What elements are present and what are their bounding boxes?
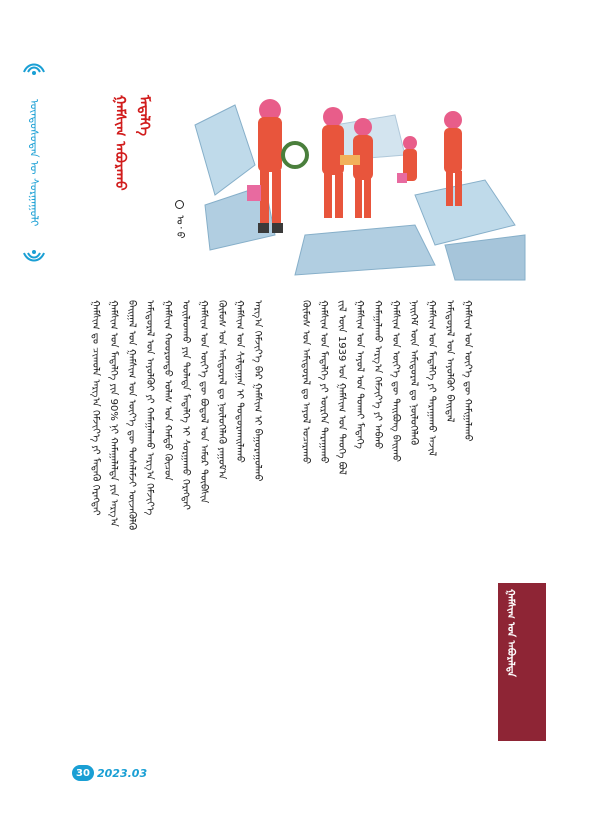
body-column: ᠠᠮᠢᠳᠤᠷᠠᠯ ᠤᠨ ᠠᠶᠤᠯᠭᠦᠢ ᠶᠢ ᠬᠠᠮᠠᠭᠠᠯᠠᠬᠤ ᠠᠷᠭ᠎ᠠ ᠬᠡᠮᠵᠢᠶ᠎ᠡ <box>144 300 155 516</box>
title-line: ᠭᠠᠮᠰᠢᠭ ᠠᠪᠤᠷᠠᠬᠤ <box>112 95 128 191</box>
section-header <box>14 60 54 265</box>
byline-circle-icon <box>175 200 184 209</box>
body-column: ᠬᠦᠮᠦᠰ ᠤᠨ ᠠᠮᠢᠳᠤᠷᠠᠯ ᠳᠤ ᠠᠶᠤᠯ ᠤᠴᠠᠷᠠᠬᠤ <box>300 300 311 464</box>
body-column: ᠭᠠᠮᠰᠢᠭ ᠤᠨ ᠦᠶ᠎ᠡ ᠳᠦ ᠬᠠᠮᠢᠭᠠᠯᠠᠬᠤ <box>462 300 473 442</box>
ornament-icon <box>22 60 46 76</box>
body-column: ᠭᠠᠮᠰᠢᠭ ᠤᠨ ᠦᠶ᠎ᠡ ᠳᠦ ᠪᠣᠳᠣᠯ ᠤᠨ ᠠᠮᠤᠷ ᠲᠦᠪᠰᠢᠨ <box>198 300 209 504</box>
body-column: ᠬᠠᠮᠠᠭᠠᠯᠠᠬᠤ ᠠᠷᠭ᠎ᠠ ᠬᠡᠮᠵᠢᠶ᠎ᠡ ᠶᠢ ᠠᠪᠬᠤ <box>372 300 383 450</box>
byline <box>170 200 186 260</box>
body-column: ᠠᠮᠢᠳᠤᠷᠠᠯ ᠤᠨ ᠠᠶᠤᠯᠭᠦᠢ ᠪᠠᠢᠳᠠᠯ <box>444 300 455 423</box>
issue-date: 2023.03 <box>97 766 148 780</box>
callout-text: ᠭᠠᠮᠰᠢᠭ ᠤᠨ ᠠᠪᠤᠷᠠᠯᠲᠠ <box>505 589 516 677</box>
body-column: ᠵᠢᠯ ᠦᠨ 1939 ᠤᠨ ᠭᠠᠮᠰᠢᠭ ᠤᠨ ᠲᠡᠦᠬᠡ ᠪᠣᠯ <box>336 300 347 475</box>
ornament-icon <box>22 249 46 265</box>
page-footer <box>72 762 147 784</box>
body-column: ᠨᠡᠢᠭᠡᠮ ᠦᠨ ᠠᠮᠢᠳᠤᠷᠠᠯ ᠳᠤ ᠨᠦᠯᠦᠭᠡᠯᠡᠬᠦ <box>408 300 419 446</box>
body-column: ᠭᠠᠮᠰᠢᠭ ᠤᠨ ᠮᠡᠳᠡᠯᠭᠡ ᠶᠢ ᠦᠷᠭᠡᠨ ᠲᠠᠷᠠᠭᠠᠬᠤ <box>318 300 329 464</box>
body-column: ᠭᠠᠮᠰᠢᠭ ᠬᠣᠣᠷᠤᠨᠳᠤ ᠤᠯᠠᠰ ᠤᠨ ᠬᠠᠮᠲᠤ ᠬᠦᠴᠦᠨ <box>162 300 173 481</box>
body-column: ᠭᠠᠮᠰᠢᠭ ᠤᠨ ᠮᠡᠳᠡᠯᠭᠡ ᠶᠢ ᠲᠠᠷᠠᠭᠠᠬᠤ ᠠᠵᠢᠯ <box>426 300 437 457</box>
body-column: ᠭᠠᠮᠰᠢᠭ ᠤᠨ ᠠᠶᠤᠯ ᠤᠨ ᠲᠤᠬᠠᠢ ᠮᠡᠳᠡᠭᠡ <box>354 300 365 449</box>
body-column: ᠬᠦᠮᠦᠰ ᠤᠨ ᠠᠮᠢᠳᠤᠷᠠᠯ ᠳᠤ ᠨᠦᠯᠦᠭᠡᠯᠡᠬᠦ ᠶᠠᠭᠤᠮ᠎ᠠ <box>216 300 227 480</box>
body-column: ᠭᠠᠮᠰᠢᠭ ᠤᠨ ᠮᠡᠳᠡᠯᠭᠡ ᠶᠢᠨ 90% ᠨᠢ ᠬᠠᠮᠠᠭᠠᠯᠠᠯᠲᠠ ᠶᠢᠨ ᠠᠷᠭ᠎ᠠ <box>108 300 119 527</box>
title-line: ᠮᠡᠳᠡᠯᠭᠡ <box>136 95 152 137</box>
section-title: ᠦᠨᠳᠦᠰᠦᠲᠡᠨ ᠦ ᠰᠤᠷᠭᠠᠭᠤᠯᠢ <box>27 98 41 227</box>
body-column: ᠭᠠᠮᠰᠢᠭ ᠤᠨ ᠰᠢᠯᠲᠠᠭᠠᠨ ᠢ ᠲᠣᠳᠣᠷᠬᠠᠢᠯᠠᠬᠤ <box>234 300 245 463</box>
byline-text: ᠤ᠂ ᠪ <box>174 215 185 239</box>
body-column: ᠠᠷᠭ᠎ᠠ ᠬᠡᠮᠵᠢᠶ᠎ᠡ ᠪᠠᠷ ᠭᠠᠮᠰᠢᠭ ᠢ ᠪᠠᠭᠤᠷᠠᠭᠤᠯᠬᠤ <box>252 300 263 482</box>
sidebar-callout <box>498 583 546 741</box>
article-title <box>90 95 150 235</box>
body-column: ᠭᠠᠮᠰᠢᠭ ᠳᠤ ᠴᠢᠬᠤᠯᠠ ᠠᠷᠭ᠎ᠠ ᠬᠡᠮᠵᠢᠶ᠎ᠡ ᠶᠢ ᠮᠡᠳᠡᠬᠦ ᠬᠡᠷᠡᠭᠲᠡᠢ <box>90 300 101 516</box>
page-number: 30 <box>72 765 94 781</box>
body-column: ᠪᠠᠢᠭᠠᠯ ᠤᠨ ᠭᠠᠮᠰᠢᠭ ᠤᠨ ᠦᠶ᠎ᠡ ᠳᠦ ᠲᠤᠰᠠᠯᠠᠮᠵᠢ ᠦᠵᠡᠭᠦᠯᠬᠦ <box>126 300 137 531</box>
body-column: ᠤᠢᠯᠠᠳᠬᠤ ᠶᠢᠨ ᠲᠤᠯᠠᠳᠠ ᠮᠡᠳᠡᠯᠭᠡ ᠢ ᠰᠤᠷᠭᠠᠬᠤ ᠬᠡᠷᠡᠭᠲᠡᠢ <box>180 300 191 510</box>
body-column: ᠭᠠᠮᠰᠢᠭ ᠤᠨ ᠦᠶ᠎ᠡ ᠳᠦ ᠲᠠᠢᠪᠤᠩ ᠪᠠᠢᠬᠤ <box>390 300 401 462</box>
rescue-workers-illustration <box>185 85 530 285</box>
